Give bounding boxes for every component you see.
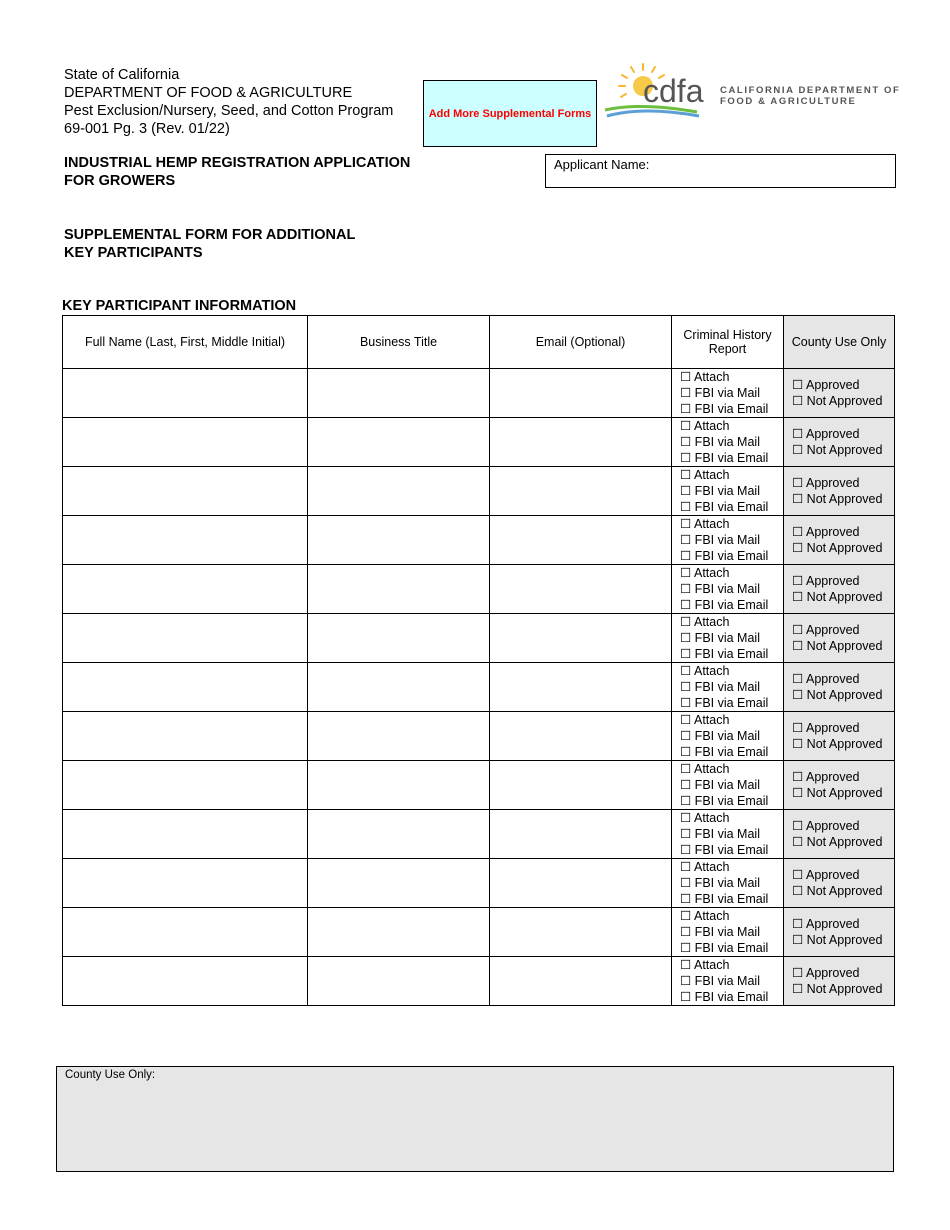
- email-cell[interactable]: [490, 712, 672, 761]
- approved-checkbox[interactable]: ☐ Approved: [792, 966, 860, 980]
- section-title: KEY PARTICIPANT INFORMATION: [62, 298, 297, 314]
- county-approval-cell: [784, 810, 895, 859]
- county-approval-cell: [784, 369, 895, 418]
- not-approved-checkbox[interactable]: ☐ Not Approved: [792, 688, 883, 702]
- approved-checkbox[interactable]: ☐ Approved: [792, 819, 860, 833]
- fbi-mail-checkbox[interactable]: ☐ FBI via Mail: [680, 533, 760, 547]
- fbi-email-checkbox[interactable]: ☐ FBI via Email: [680, 402, 769, 416]
- table-row: [63, 418, 895, 467]
- attach-checkbox[interactable]: ☐ Attach: [680, 664, 730, 678]
- header-line-state: State of California: [64, 67, 180, 83]
- email-cell[interactable]: [490, 369, 672, 418]
- attach-checkbox[interactable]: ☐ Attach: [680, 909, 730, 923]
- criminal-history-cell: [672, 712, 784, 761]
- business-title-cell[interactable]: [308, 712, 490, 761]
- not-approved-checkbox[interactable]: ☐ Not Approved: [792, 590, 883, 604]
- business-title-cell[interactable]: [308, 957, 490, 1006]
- fbi-email-checkbox[interactable]: ☐ FBI via Email: [680, 451, 769, 465]
- header-full-name: Full Name (Last, First, Middle Initial): [63, 316, 308, 369]
- form-title-line1: INDUSTRIAL HEMP REGISTRATION APPLICATION: [64, 155, 411, 171]
- fbi-email-checkbox[interactable]: ☐ FBI via Email: [680, 549, 769, 563]
- business-title-cell[interactable]: [308, 614, 490, 663]
- criminal-history-cell: [672, 663, 784, 712]
- business-title-cell[interactable]: [308, 663, 490, 712]
- attach-checkbox[interactable]: ☐ Attach: [680, 811, 730, 825]
- full-name-cell[interactable]: [63, 418, 308, 467]
- email-cell[interactable]: [490, 663, 672, 712]
- email-cell[interactable]: [490, 516, 672, 565]
- criminal-history-cell: [672, 516, 784, 565]
- header-county-use: County Use Only: [784, 316, 895, 369]
- attach-checkbox[interactable]: ☐ Attach: [680, 566, 730, 580]
- criminal-history-cell: [672, 565, 784, 614]
- table-row: [63, 516, 895, 565]
- approved-checkbox[interactable]: ☐ Approved: [792, 476, 860, 490]
- full-name-cell[interactable]: [63, 810, 308, 859]
- attach-checkbox[interactable]: ☐ Attach: [680, 860, 730, 874]
- full-name-cell[interactable]: [63, 516, 308, 565]
- full-name-cell[interactable]: [63, 467, 308, 516]
- form-subtitle-line1: SUPPLEMENTAL FORM FOR ADDITIONAL: [64, 227, 356, 243]
- email-cell[interactable]: [490, 810, 672, 859]
- fbi-mail-checkbox[interactable]: ☐ FBI via Mail: [680, 876, 760, 890]
- fbi-mail-checkbox[interactable]: ☐ FBI via Mail: [680, 778, 760, 792]
- table-row: [63, 663, 895, 712]
- email-cell[interactable]: [490, 565, 672, 614]
- fbi-email-checkbox[interactable]: ☐ FBI via Email: [680, 500, 769, 514]
- county-approval-cell: [784, 614, 895, 663]
- header-criminal-history: Criminal History Report: [672, 316, 784, 369]
- approved-checkbox[interactable]: ☐ Approved: [792, 721, 860, 735]
- criminal-history-cell: [672, 614, 784, 663]
- table-row: [63, 467, 895, 516]
- fbi-mail-checkbox[interactable]: ☐ FBI via Mail: [680, 435, 760, 449]
- fbi-mail-checkbox[interactable]: ☐ FBI via Mail: [680, 582, 760, 596]
- fbi-mail-checkbox[interactable]: ☐ FBI via Mail: [680, 827, 760, 841]
- table-row: [63, 761, 895, 810]
- county-approval-cell: [784, 418, 895, 467]
- not-approved-checkbox[interactable]: ☐ Not Approved: [792, 786, 883, 800]
- not-approved-checkbox[interactable]: ☐ Not Approved: [792, 737, 883, 751]
- fbi-email-checkbox[interactable]: ☐ FBI via Email: [680, 598, 769, 612]
- table-row: [63, 957, 895, 1006]
- table-header-row: [63, 316, 895, 369]
- table-row: [63, 565, 895, 614]
- approved-checkbox[interactable]: ☐ Approved: [792, 525, 860, 539]
- business-title-cell[interactable]: [308, 761, 490, 810]
- header-email: Email (Optional): [490, 316, 672, 369]
- full-name-cell[interactable]: [63, 565, 308, 614]
- table-row: [63, 859, 895, 908]
- form-subtitle-line2: KEY PARTICIPANTS: [64, 245, 203, 261]
- header-line-department: DEPARTMENT OF FOOD & AGRICULTURE: [64, 85, 353, 101]
- attach-checkbox[interactable]: ☐ Attach: [680, 419, 730, 433]
- fbi-mail-checkbox[interactable]: ☐ FBI via Mail: [680, 386, 760, 400]
- full-name-cell[interactable]: [63, 369, 308, 418]
- table-row: [63, 908, 895, 957]
- header-line-form-number: 69-001 Pg. 3 (Rev. 01/22): [64, 121, 230, 137]
- county-approval-cell: [784, 761, 895, 810]
- business-title-cell[interactable]: [308, 418, 490, 467]
- email-cell[interactable]: [490, 761, 672, 810]
- email-cell[interactable]: [490, 467, 672, 516]
- table-row: [63, 614, 895, 663]
- table-row: [63, 712, 895, 761]
- criminal-history-cell: [672, 810, 784, 859]
- county-approval-cell: [784, 908, 895, 957]
- key-participant-table: [62, 315, 895, 1006]
- criminal-history-cell: [672, 761, 784, 810]
- header-business-title: Business Title: [308, 316, 490, 369]
- fbi-email-checkbox[interactable]: ☐ FBI via Email: [680, 990, 769, 1004]
- attach-checkbox[interactable]: ☐ Attach: [680, 615, 730, 629]
- not-approved-checkbox[interactable]: ☐ Not Approved: [792, 982, 883, 996]
- fbi-mail-checkbox[interactable]: ☐ FBI via Mail: [680, 484, 760, 498]
- county-approval-cell: [784, 663, 895, 712]
- full-name-cell[interactable]: [63, 614, 308, 663]
- not-approved-checkbox[interactable]: ☐ Not Approved: [792, 443, 883, 457]
- approved-checkbox[interactable]: ☐ Approved: [792, 623, 860, 637]
- table-row: [63, 810, 895, 859]
- county-use-only-box[interactable]: [56, 1066, 894, 1172]
- approved-checkbox[interactable]: ☐ Approved: [792, 868, 860, 882]
- fbi-mail-checkbox[interactable]: ☐ FBI via Mail: [680, 925, 760, 939]
- county-approval-cell: [784, 565, 895, 614]
- table-body: [63, 369, 895, 1006]
- form-title-line2: FOR GROWERS: [64, 173, 176, 189]
- business-title-cell[interactable]: [308, 908, 490, 957]
- applicant-name-label: Applicant Name:: [554, 157, 650, 172]
- fbi-email-checkbox[interactable]: ☐ FBI via Email: [680, 794, 769, 808]
- table-row: [63, 369, 895, 418]
- full-name-cell[interactable]: [63, 761, 308, 810]
- business-title-cell[interactable]: [308, 810, 490, 859]
- county-approval-cell: [784, 467, 895, 516]
- applicant-name-field[interactable]: [545, 154, 896, 188]
- fbi-email-checkbox[interactable]: ☐ FBI via Email: [680, 843, 769, 857]
- criminal-history-cell: [672, 859, 784, 908]
- approved-checkbox[interactable]: ☐ Approved: [792, 378, 860, 392]
- full-name-cell[interactable]: [63, 663, 308, 712]
- full-name-cell[interactable]: [63, 957, 308, 1006]
- county-approval-cell: [784, 859, 895, 908]
- attach-checkbox[interactable]: ☐ Attach: [680, 517, 730, 531]
- add-supplemental-forms-button[interactable]: [423, 80, 597, 147]
- approved-checkbox[interactable]: ☐ Approved: [792, 917, 860, 931]
- full-name-cell[interactable]: [63, 859, 308, 908]
- attach-checkbox[interactable]: ☐ Attach: [680, 370, 730, 384]
- fbi-mail-checkbox[interactable]: ☐ FBI via Mail: [680, 729, 760, 743]
- form-title: [64, 154, 410, 190]
- fbi-email-checkbox[interactable]: ☐ FBI via Email: [680, 696, 769, 710]
- logo-caption: [720, 85, 900, 107]
- attach-checkbox[interactable]: ☐ Attach: [680, 762, 730, 776]
- logo-caption-line1: CALIFORNIA DEPARTMENT OF: [720, 85, 901, 96]
- county-approval-cell: [784, 712, 895, 761]
- fbi-email-checkbox[interactable]: ☐ FBI via Email: [680, 941, 769, 955]
- business-title-cell[interactable]: [308, 859, 490, 908]
- fbi-mail-checkbox[interactable]: ☐ FBI via Mail: [680, 631, 760, 645]
- fbi-email-checkbox[interactable]: ☐ FBI via Email: [680, 892, 769, 906]
- fbi-email-checkbox[interactable]: ☐ FBI via Email: [680, 745, 769, 759]
- criminal-history-cell: [672, 908, 784, 957]
- not-approved-checkbox[interactable]: ☐ Not Approved: [792, 835, 883, 849]
- criminal-history-cell: [672, 369, 784, 418]
- email-cell[interactable]: [490, 418, 672, 467]
- full-name-cell[interactable]: [63, 712, 308, 761]
- form-subtitle: [64, 226, 355, 262]
- approved-checkbox[interactable]: ☐ Approved: [792, 770, 860, 784]
- email-cell[interactable]: [490, 614, 672, 663]
- agency-header: [64, 66, 393, 138]
- approved-checkbox[interactable]: ☐ Approved: [792, 427, 860, 441]
- email-cell[interactable]: [490, 957, 672, 1006]
- email-cell[interactable]: [490, 908, 672, 957]
- business-title-cell[interactable]: [308, 565, 490, 614]
- not-approved-checkbox[interactable]: ☐ Not Approved: [792, 541, 883, 555]
- not-approved-checkbox[interactable]: ☐ Not Approved: [792, 492, 883, 506]
- approved-checkbox[interactable]: ☐ Approved: [792, 574, 860, 588]
- not-approved-checkbox[interactable]: ☐ Not Approved: [792, 933, 883, 947]
- not-approved-checkbox[interactable]: ☐ Not Approved: [792, 639, 883, 653]
- fbi-email-checkbox[interactable]: ☐ FBI via Email: [680, 647, 769, 661]
- not-approved-checkbox[interactable]: ☐ Not Approved: [792, 884, 883, 898]
- business-title-cell[interactable]: [308, 516, 490, 565]
- header-line-program: Pest Exclusion/Nursery, Seed, and Cotton Program: [64, 103, 394, 119]
- attach-checkbox[interactable]: ☐ Attach: [680, 468, 730, 482]
- fbi-mail-checkbox[interactable]: ☐ FBI via Mail: [680, 680, 760, 694]
- email-cell[interactable]: [490, 859, 672, 908]
- county-use-only-label: County Use Only:: [65, 1069, 156, 1081]
- business-title-cell[interactable]: [308, 467, 490, 516]
- logo-caption-line2: FOOD & AGRICULTURE: [720, 96, 857, 107]
- fbi-mail-checkbox[interactable]: ☐ FBI via Mail: [680, 974, 760, 988]
- logo-wordmark: cdfa: [643, 73, 704, 109]
- business-title-cell[interactable]: [308, 369, 490, 418]
- attach-checkbox[interactable]: ☐ Attach: [680, 958, 730, 972]
- not-approved-checkbox[interactable]: ☐ Not Approved: [792, 394, 883, 408]
- attach-checkbox[interactable]: ☐ Attach: [680, 713, 730, 727]
- approved-checkbox[interactable]: ☐ Approved: [792, 672, 860, 686]
- criminal-history-cell: [672, 418, 784, 467]
- county-approval-cell: [784, 957, 895, 1006]
- add-supplemental-forms-label: Add More Supplemental Forms: [428, 107, 592, 120]
- county-approval-cell: [784, 516, 895, 565]
- full-name-cell[interactable]: [63, 908, 308, 957]
- criminal-history-cell: [672, 467, 784, 516]
- criminal-history-cell: [672, 957, 784, 1006]
